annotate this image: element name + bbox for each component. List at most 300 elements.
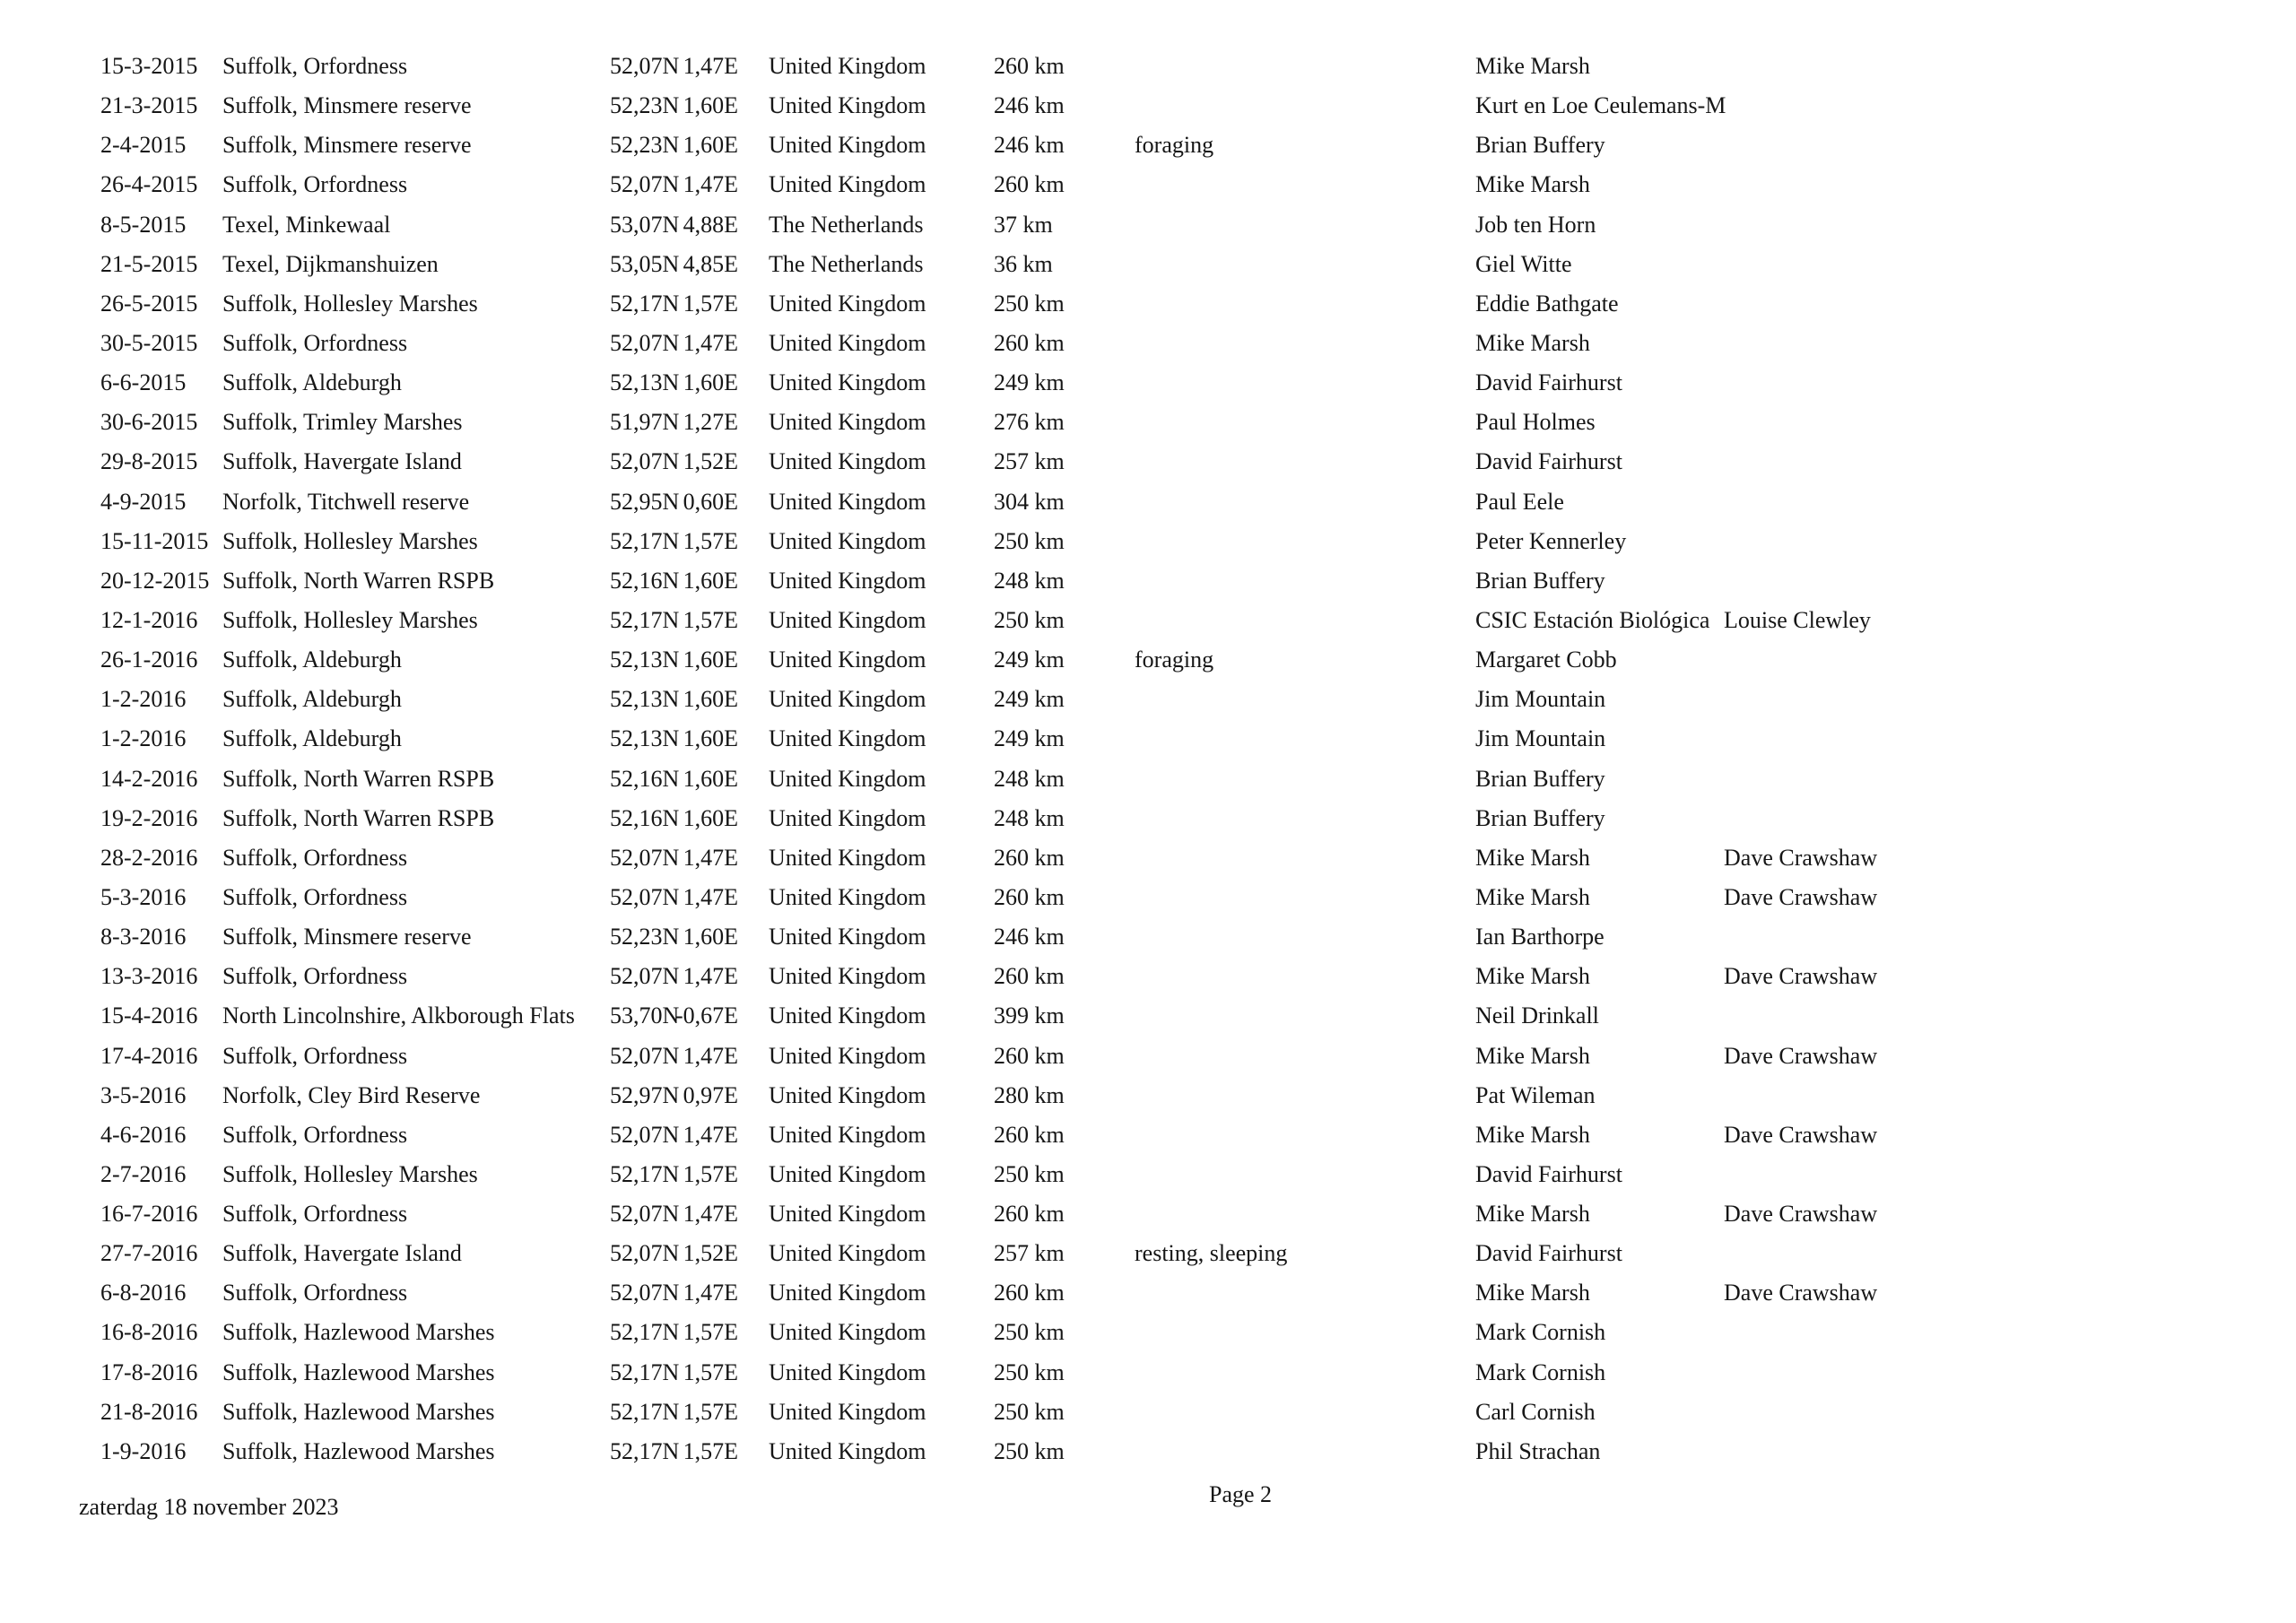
location-cell: Suffolk, Hazlewood Marshes [222, 1438, 495, 1464]
location-cell: Texel, Dijkmanshuizen [222, 251, 439, 277]
longitude-cell: 1,60E [683, 369, 738, 395]
date-cell: 2-7-2016 [100, 1161, 187, 1187]
longitude-cell: 1,47E [683, 1201, 738, 1227]
distance-cell: 260 km [994, 171, 1065, 197]
distance-cell: 248 km [994, 766, 1065, 792]
distance-cell: 250 km [994, 1438, 1065, 1464]
location-cell: Suffolk, Orfordness [222, 1043, 408, 1069]
observer-1-cell: Mike Marsh [1475, 1280, 1590, 1306]
table-row [0, 49, 2296, 83]
distance-cell: 246 km [994, 132, 1065, 158]
longitude-cell: 1,57E [683, 607, 738, 633]
distance-cell: 248 km [994, 805, 1065, 831]
latitude-cell: 52,07N [610, 1043, 680, 1069]
table-row [0, 366, 2296, 400]
behavior-cell: foraging [1135, 647, 1214, 673]
observer-1-cell: Mark Cornish [1475, 1319, 1606, 1345]
location-cell: Suffolk, Orfordness [222, 330, 408, 356]
observer-1-cell: Mike Marsh [1475, 963, 1590, 989]
longitude-cell: 1,57E [683, 1161, 738, 1187]
observer-1-cell: Giel Witte [1475, 251, 1572, 277]
date-cell: 12-1-2016 [100, 607, 198, 633]
table-row [0, 1356, 2296, 1390]
table-row [0, 1118, 2296, 1152]
location-cell: Suffolk, Hazlewood Marshes [222, 1359, 495, 1385]
table-row [0, 485, 2296, 519]
latitude-cell: 52,17N [610, 291, 680, 317]
longitude-cell: 1,60E [683, 725, 738, 751]
distance-cell: 260 km [994, 1280, 1065, 1306]
date-cell: 13-3-2016 [100, 963, 198, 989]
longitude-cell: 0,97E [683, 1082, 738, 1108]
latitude-cell: 52,13N [610, 369, 680, 395]
table-row [0, 920, 2296, 954]
latitude-cell: 52,07N [610, 1122, 680, 1148]
date-cell: 4-9-2015 [100, 489, 187, 515]
latitude-cell: 52,07N [610, 1240, 680, 1266]
table-row [0, 1079, 2296, 1113]
country-cell: United Kingdom [769, 489, 926, 515]
location-cell: Suffolk, Havergate Island [222, 1240, 462, 1266]
country-cell: United Kingdom [769, 369, 926, 395]
distance-cell: 249 km [994, 686, 1065, 712]
longitude-cell: 1,27E [683, 409, 738, 435]
footer-print-date: zaterdag 18 november 2023 [79, 1494, 339, 1520]
longitude-cell: 1,47E [683, 1043, 738, 1069]
location-cell: Suffolk, North Warren RSPB [222, 805, 495, 831]
latitude-cell: 52,17N [610, 1359, 680, 1385]
longitude-cell: 1,57E [683, 291, 738, 317]
country-cell: United Kingdom [769, 409, 926, 435]
longitude-cell: 1,60E [683, 686, 738, 712]
location-cell: Suffolk, Aldeburgh [222, 725, 402, 751]
date-cell: 21-3-2015 [100, 92, 198, 118]
behavior-cell: resting, sleeping [1135, 1240, 1288, 1266]
date-cell: 26-5-2015 [100, 291, 198, 317]
country-cell: United Kingdom [769, 1399, 926, 1425]
distance-cell: 260 km [994, 884, 1065, 910]
longitude-cell: 4,85E [683, 251, 738, 277]
longitude-cell: 1,47E [683, 53, 738, 79]
observer-1-cell: Mike Marsh [1475, 171, 1590, 197]
latitude-cell: 52,13N [610, 647, 680, 673]
observer-1-cell: Peter Kennerley [1475, 528, 1627, 554]
distance-cell: 280 km [994, 1082, 1065, 1108]
observer-1-cell: David Fairhurst [1475, 1240, 1622, 1266]
distance-cell: 257 km [994, 448, 1065, 474]
date-cell: 16-7-2016 [100, 1201, 198, 1227]
country-cell: United Kingdom [769, 1082, 926, 1108]
date-cell: 1-2-2016 [100, 686, 187, 712]
longitude-cell: 1,60E [683, 805, 738, 831]
latitude-cell: 52,07N [610, 448, 680, 474]
country-cell: United Kingdom [769, 1280, 926, 1306]
country-cell: United Kingdom [769, 607, 926, 633]
country-cell: United Kingdom [769, 528, 926, 554]
location-cell: Texel, Minkewaal [222, 212, 391, 238]
observer-2-cell: Dave Crawshaw [1724, 963, 1878, 989]
latitude-cell: 52,97N [610, 1082, 680, 1108]
location-cell: Suffolk, Minsmere reserve [222, 132, 472, 158]
longitude-cell: 1,52E [683, 1240, 738, 1266]
country-cell: United Kingdom [769, 1043, 926, 1069]
table-row [0, 999, 2296, 1033]
location-cell: Suffolk, Orfordness [222, 1201, 408, 1227]
location-cell: Suffolk, Aldeburgh [222, 647, 402, 673]
country-cell: United Kingdom [769, 291, 926, 317]
location-cell: Suffolk, Orfordness [222, 171, 408, 197]
observer-1-cell: David Fairhurst [1475, 1161, 1622, 1187]
distance-cell: 36 km [994, 251, 1053, 277]
table-row [0, 643, 2296, 677]
date-cell: 21-5-2015 [100, 251, 198, 277]
location-cell: Suffolk, Aldeburgh [222, 369, 402, 395]
longitude-cell: 1,47E [683, 884, 738, 910]
footer-page-number: Page 2 [1209, 1481, 1273, 1507]
observer-1-cell: Paul Holmes [1475, 409, 1596, 435]
latitude-cell: 52,07N [610, 330, 680, 356]
table-row [0, 802, 2296, 836]
distance-cell: 37 km [994, 212, 1053, 238]
distance-cell: 250 km [994, 1319, 1065, 1345]
location-cell: Suffolk, Trimley Marshes [222, 409, 463, 435]
observer-1-cell: Mike Marsh [1475, 1122, 1590, 1148]
country-cell: United Kingdom [769, 924, 926, 950]
latitude-cell: 52,17N [610, 528, 680, 554]
latitude-cell: 52,07N [610, 53, 680, 79]
distance-cell: 304 km [994, 489, 1065, 515]
location-cell: Suffolk, Havergate Island [222, 448, 462, 474]
observer-1-cell: Phil Strachan [1475, 1438, 1601, 1464]
date-cell: 3-5-2016 [100, 1082, 187, 1108]
date-cell: 1-9-2016 [100, 1438, 187, 1464]
distance-cell: 246 km [994, 92, 1065, 118]
behavior-cell: foraging [1135, 132, 1214, 158]
date-cell: 20-12-2015 [100, 568, 210, 594]
table-row [0, 405, 2296, 439]
observer-1-cell: Mike Marsh [1475, 330, 1590, 356]
location-cell: Suffolk, Aldeburgh [222, 686, 402, 712]
table-row [0, 168, 2296, 202]
latitude-cell: 52,17N [610, 1438, 680, 1464]
observer-1-cell: Mike Marsh [1475, 884, 1590, 910]
longitude-cell: 1,57E [683, 1399, 738, 1425]
longitude-cell: 1,47E [683, 845, 738, 871]
table-row [0, 1276, 2296, 1310]
longitude-cell: 1,47E [683, 330, 738, 356]
country-cell: United Kingdom [769, 766, 926, 792]
longitude-cell: 1,60E [683, 92, 738, 118]
date-cell: 6-6-2015 [100, 369, 187, 395]
latitude-cell: 52,16N [610, 805, 680, 831]
longitude-cell: 1,57E [683, 1438, 738, 1464]
date-cell: 15-3-2015 [100, 53, 198, 79]
location-cell: Suffolk, Minsmere reserve [222, 924, 472, 950]
location-cell: Suffolk, Hollesley Marshes [222, 528, 478, 554]
location-cell: Suffolk, Minsmere reserve [222, 92, 472, 118]
observer-1-cell: CSIC Estación Biológica [1475, 607, 1710, 633]
observer-1-cell: Mike Marsh [1475, 1043, 1590, 1069]
longitude-cell: 1,57E [683, 1359, 738, 1385]
location-cell: Suffolk, Hollesley Marshes [222, 607, 478, 633]
observer-1-cell: Mike Marsh [1475, 845, 1590, 871]
latitude-cell: 52,13N [610, 725, 680, 751]
observer-2-cell: Dave Crawshaw [1724, 1122, 1878, 1148]
latitude-cell: 52,23N [610, 92, 680, 118]
longitude-cell: 1,47E [683, 1280, 738, 1306]
country-cell: United Kingdom [769, 1161, 926, 1187]
table-row [0, 1158, 2296, 1192]
location-cell: Suffolk, North Warren RSPB [222, 766, 495, 792]
distance-cell: 250 km [994, 528, 1065, 554]
latitude-cell: 53,07N [610, 212, 680, 238]
distance-cell: 257 km [994, 1240, 1065, 1266]
country-cell: United Kingdom [769, 53, 926, 79]
observer-1-cell: Kurt en Loe Ceulemans-M [1475, 92, 1726, 118]
table-row [0, 525, 2296, 559]
latitude-cell: 52,07N [610, 171, 680, 197]
longitude-cell: 1,60E [683, 924, 738, 950]
distance-cell: 250 km [994, 1359, 1065, 1385]
location-cell: Suffolk, Orfordness [222, 53, 408, 79]
table-row [0, 959, 2296, 994]
distance-cell: 260 km [994, 53, 1065, 79]
observer-1-cell: Carl Cornish [1475, 1399, 1596, 1425]
country-cell: United Kingdom [769, 1319, 926, 1345]
country-cell: United Kingdom [769, 1240, 926, 1266]
longitude-cell: 1,60E [683, 766, 738, 792]
observer-1-cell: Mike Marsh [1475, 53, 1590, 79]
table-row [0, 128, 2296, 162]
distance-cell: 249 km [994, 369, 1065, 395]
table-row [0, 1315, 2296, 1350]
date-cell: 6-8-2016 [100, 1280, 187, 1306]
date-cell: 1-2-2016 [100, 725, 187, 751]
observer-1-cell: Brian Buffery [1475, 132, 1605, 158]
latitude-cell: 52,23N [610, 132, 680, 158]
date-cell: 15-11-2015 [100, 528, 209, 554]
location-cell: North Lincolnshire, Alkborough Flats [222, 1002, 575, 1028]
table-row [0, 247, 2296, 282]
country-cell: United Kingdom [769, 132, 926, 158]
distance-cell: 260 km [994, 1122, 1065, 1148]
location-cell: Suffolk, Hazlewood Marshes [222, 1319, 495, 1345]
table-row [0, 841, 2296, 875]
latitude-cell: 52,17N [610, 607, 680, 633]
location-cell: Norfolk, Cley Bird Reserve [222, 1082, 481, 1108]
distance-cell: 249 km [994, 725, 1065, 751]
table-row [0, 326, 2296, 360]
distance-cell: 250 km [994, 1399, 1065, 1425]
observer-2-cell: Dave Crawshaw [1724, 845, 1878, 871]
distance-cell: 250 km [994, 607, 1065, 633]
location-cell: Norfolk, Titchwell reserve [222, 489, 470, 515]
longitude-cell: 1,60E [683, 568, 738, 594]
country-cell: United Kingdom [769, 171, 926, 197]
observer-1-cell: Jim Mountain [1475, 725, 1606, 751]
observer-2-cell: Dave Crawshaw [1724, 1201, 1878, 1227]
country-cell: United Kingdom [769, 448, 926, 474]
table-row [0, 682, 2296, 716]
observer-2-cell: Dave Crawshaw [1724, 884, 1878, 910]
distance-cell: 250 km [994, 291, 1065, 317]
distance-cell: 276 km [994, 409, 1065, 435]
location-cell: Suffolk, Hollesley Marshes [222, 1161, 478, 1187]
country-cell: United Kingdom [769, 1122, 926, 1148]
table-row [0, 1435, 2296, 1469]
date-cell: 30-5-2015 [100, 330, 198, 356]
table-row [0, 89, 2296, 123]
country-cell: United Kingdom [769, 686, 926, 712]
country-cell: United Kingdom [769, 647, 926, 673]
observer-1-cell: Brian Buffery [1475, 766, 1605, 792]
latitude-cell: 51,97N [610, 409, 680, 435]
location-cell: Suffolk, Orfordness [222, 1122, 408, 1148]
country-cell: United Kingdom [769, 845, 926, 871]
distance-cell: 250 km [994, 1161, 1065, 1187]
table-row [0, 445, 2296, 479]
date-cell: 2-4-2015 [100, 132, 187, 158]
longitude-cell: -0,67E [674, 1002, 738, 1028]
observer-1-cell: Pat Wileman [1475, 1082, 1596, 1108]
longitude-cell: 1,57E [683, 528, 738, 554]
distance-cell: 260 km [994, 330, 1065, 356]
observer-1-cell: Eddie Bathgate [1475, 291, 1619, 317]
country-cell: United Kingdom [769, 1201, 926, 1227]
date-cell: 14-2-2016 [100, 766, 198, 792]
latitude-cell: 52,17N [610, 1399, 680, 1425]
latitude-cell: 52,07N [610, 963, 680, 989]
observer-1-cell: Jim Mountain [1475, 686, 1606, 712]
location-cell: Suffolk, Orfordness [222, 1280, 408, 1306]
latitude-cell: 52,13N [610, 686, 680, 712]
observer-1-cell: Paul Eele [1475, 489, 1564, 515]
date-cell: 17-8-2016 [100, 1359, 198, 1385]
table-row [0, 762, 2296, 796]
observer-1-cell: Margaret Cobb [1475, 647, 1617, 673]
date-cell: 8-3-2016 [100, 924, 187, 950]
date-cell: 4-6-2016 [100, 1122, 187, 1148]
location-cell: Suffolk, Orfordness [222, 884, 408, 910]
date-cell: 26-4-2015 [100, 171, 198, 197]
longitude-cell: 1,57E [683, 1319, 738, 1345]
observer-1-cell: Ian Barthorpe [1475, 924, 1605, 950]
table-row [0, 564, 2296, 598]
date-cell: 30-6-2015 [100, 409, 198, 435]
table-row [0, 1039, 2296, 1073]
observer-1-cell: Mike Marsh [1475, 1201, 1590, 1227]
location-cell: Suffolk, Hazlewood Marshes [222, 1399, 495, 1425]
date-cell: 19-2-2016 [100, 805, 198, 831]
country-cell: United Kingdom [769, 1359, 926, 1385]
location-cell: Suffolk, North Warren RSPB [222, 568, 495, 594]
country-cell: United Kingdom [769, 963, 926, 989]
distance-cell: 260 km [994, 963, 1065, 989]
country-cell: United Kingdom [769, 725, 926, 751]
location-cell: Suffolk, Hollesley Marshes [222, 291, 478, 317]
country-cell: United Kingdom [769, 568, 926, 594]
date-cell: 8-5-2015 [100, 212, 187, 238]
longitude-cell: 1,52E [683, 448, 738, 474]
date-cell: 15-4-2016 [100, 1002, 198, 1028]
latitude-cell: 52,17N [610, 1319, 680, 1345]
date-cell: 17-4-2016 [100, 1043, 198, 1069]
table-row [0, 603, 2296, 638]
latitude-cell: 52,17N [610, 1161, 680, 1187]
latitude-cell: 52,07N [610, 1201, 680, 1227]
observer-1-cell: David Fairhurst [1475, 369, 1622, 395]
observer-1-cell: Brian Buffery [1475, 805, 1605, 831]
latitude-cell: 52,07N [610, 1280, 680, 1306]
observer-1-cell: Mark Cornish [1475, 1359, 1606, 1385]
country-cell: United Kingdom [769, 884, 926, 910]
country-cell: The Netherlands [769, 212, 924, 238]
latitude-cell: 53,70N [610, 1002, 680, 1028]
table-row [0, 208, 2296, 242]
location-cell: Suffolk, Orfordness [222, 963, 408, 989]
longitude-cell: 0,60E [683, 489, 738, 515]
latitude-cell: 52,07N [610, 845, 680, 871]
latitude-cell: 52,16N [610, 568, 680, 594]
distance-cell: 399 km [994, 1002, 1065, 1028]
observer-1-cell: Job ten Horn [1475, 212, 1596, 238]
country-cell: The Netherlands [769, 251, 924, 277]
country-cell: United Kingdom [769, 1438, 926, 1464]
longitude-cell: 4,88E [683, 212, 738, 238]
distance-cell: 248 km [994, 568, 1065, 594]
date-cell: 21-8-2016 [100, 1399, 198, 1425]
latitude-cell: 52,23N [610, 924, 680, 950]
distance-cell: 260 km [994, 1201, 1065, 1227]
latitude-cell: 53,05N [610, 251, 680, 277]
longitude-cell: 1,60E [683, 647, 738, 673]
date-cell: 26-1-2016 [100, 647, 198, 673]
distance-cell: 260 km [994, 845, 1065, 871]
table-row [0, 1237, 2296, 1271]
table-row [0, 722, 2296, 756]
table-row [0, 1197, 2296, 1231]
longitude-cell: 1,47E [683, 1122, 738, 1148]
date-cell: 5-3-2016 [100, 884, 187, 910]
observer-2-cell: Louise Clewley [1724, 607, 1871, 633]
distance-cell: 246 km [994, 924, 1065, 950]
longitude-cell: 1,60E [683, 132, 738, 158]
observer-2-cell: Dave Crawshaw [1724, 1043, 1878, 1069]
table-row [0, 1395, 2296, 1429]
observer-1-cell: David Fairhurst [1475, 448, 1622, 474]
table-row [0, 881, 2296, 915]
table-row [0, 287, 2296, 321]
country-cell: United Kingdom [769, 92, 926, 118]
date-cell: 27-7-2016 [100, 1240, 198, 1266]
latitude-cell: 52,07N [610, 884, 680, 910]
date-cell: 28-2-2016 [100, 845, 198, 871]
longitude-cell: 1,47E [683, 963, 738, 989]
country-cell: United Kingdom [769, 330, 926, 356]
distance-cell: 260 km [994, 1043, 1065, 1069]
distance-cell: 249 km [994, 647, 1065, 673]
latitude-cell: 52,95N [610, 489, 680, 515]
location-cell: Suffolk, Orfordness [222, 845, 408, 871]
date-cell: 16-8-2016 [100, 1319, 198, 1345]
country-cell: United Kingdom [769, 1002, 926, 1028]
country-cell: United Kingdom [769, 805, 926, 831]
observer-1-cell: Brian Buffery [1475, 568, 1605, 594]
observer-2-cell: Dave Crawshaw [1724, 1280, 1878, 1306]
observer-1-cell: Neil Drinkall [1475, 1002, 1599, 1028]
date-cell: 29-8-2015 [100, 448, 198, 474]
latitude-cell: 52,16N [610, 766, 680, 792]
